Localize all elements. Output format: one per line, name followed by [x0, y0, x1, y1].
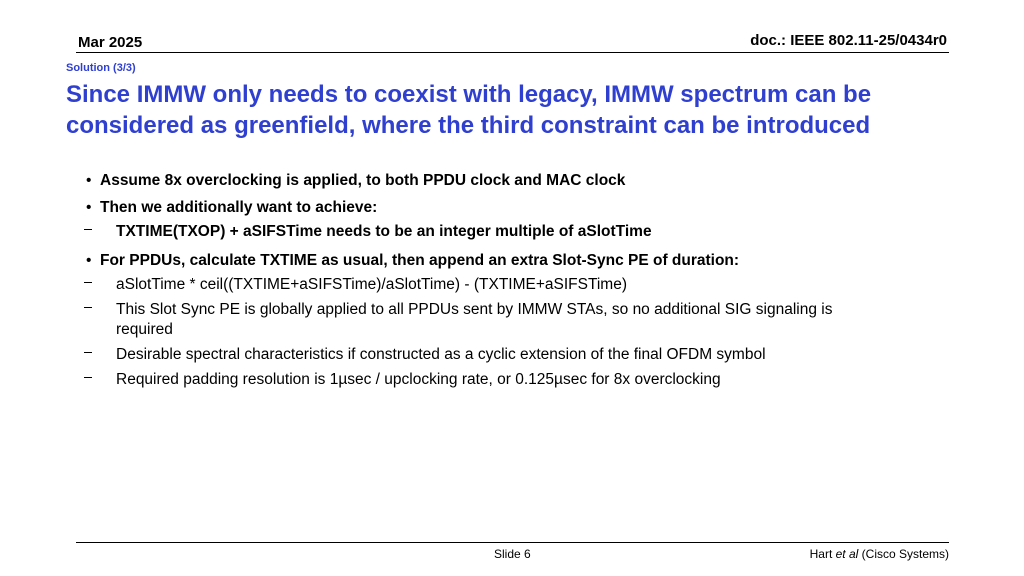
dash-marker [84, 307, 92, 308]
bullet-text: For PPDUs, calculate TXTIME as usual, then append an extra Slot-Sync PE of duration: [100, 252, 740, 269]
slide-body [84, 171, 924, 395]
sub-bullet-text: Required padding resolution is 1µsec / upclocking rate, or 0.125µsec for 8x overclocking [116, 371, 721, 388]
slide-title [66, 79, 966, 141]
header-date: Mar 2025 [78, 34, 143, 51]
footer-author [810, 547, 949, 561]
dash-marker [84, 352, 92, 353]
dash-marker [84, 229, 92, 230]
slide-number: Slide 6 [494, 547, 531, 561]
slide-title-line-2: considered as greenfield, where the third constraint can be introduced [66, 112, 871, 139]
sub-bullet-text: Desirable spectral characteristics if constructed as a cyclic extension of the final OFDM symbol [116, 346, 766, 363]
sub-bullet-item [84, 275, 924, 295]
bullet-item [84, 171, 924, 191]
bullet-marker: • [86, 199, 92, 216]
footer-divider [76, 542, 949, 543]
bullet-marker: • [86, 172, 92, 189]
dash-marker [84, 282, 92, 283]
sub-bullet-item [84, 300, 924, 340]
bullet-text: Then we additionally want to achieve: [100, 199, 378, 216]
bullet-item [84, 198, 924, 218]
header-doc-id: doc.: IEEE 802.11-25/0434r0 [750, 32, 947, 49]
sub-bullet-text: aSlotTime * ceil((TXTIME+aSIFSTime)/aSlotTime) - (TXTIME+aSIFSTime) [116, 276, 627, 293]
sub-bullet-text: TXTIME(TXOP) + aSIFSTime needs to be an integer multiple of aSlotTime [116, 223, 652, 240]
author-name: Hart [809, 547, 833, 561]
sub-bullet-text-line-1: This Slot Sync PE is globally applied to all PPDUs sent by IMMW STAs, so no additional SIG signaling is [116, 301, 833, 318]
header-divider [76, 52, 949, 53]
dash-marker [84, 377, 92, 378]
author-etal: et al [835, 547, 859, 561]
sub-bullet-item [84, 345, 924, 365]
slide-title-line-1: Since IMMW only needs to coexist with legacy, IMMW spectrum can be [66, 81, 872, 108]
sub-bullet-item [84, 222, 924, 242]
author-org: (Cisco Systems) [861, 547, 949, 561]
bullet-marker: • [86, 252, 92, 269]
bullet-text: Assume 8x overclocking is applied, to both PPDU clock and MAC clock [100, 172, 626, 189]
slide-subtitle: Solution (3/3) [66, 62, 136, 74]
sub-bullet-item [84, 370, 924, 390]
bullet-item [84, 251, 924, 271]
sub-bullet-text-line-2: required [116, 321, 173, 338]
